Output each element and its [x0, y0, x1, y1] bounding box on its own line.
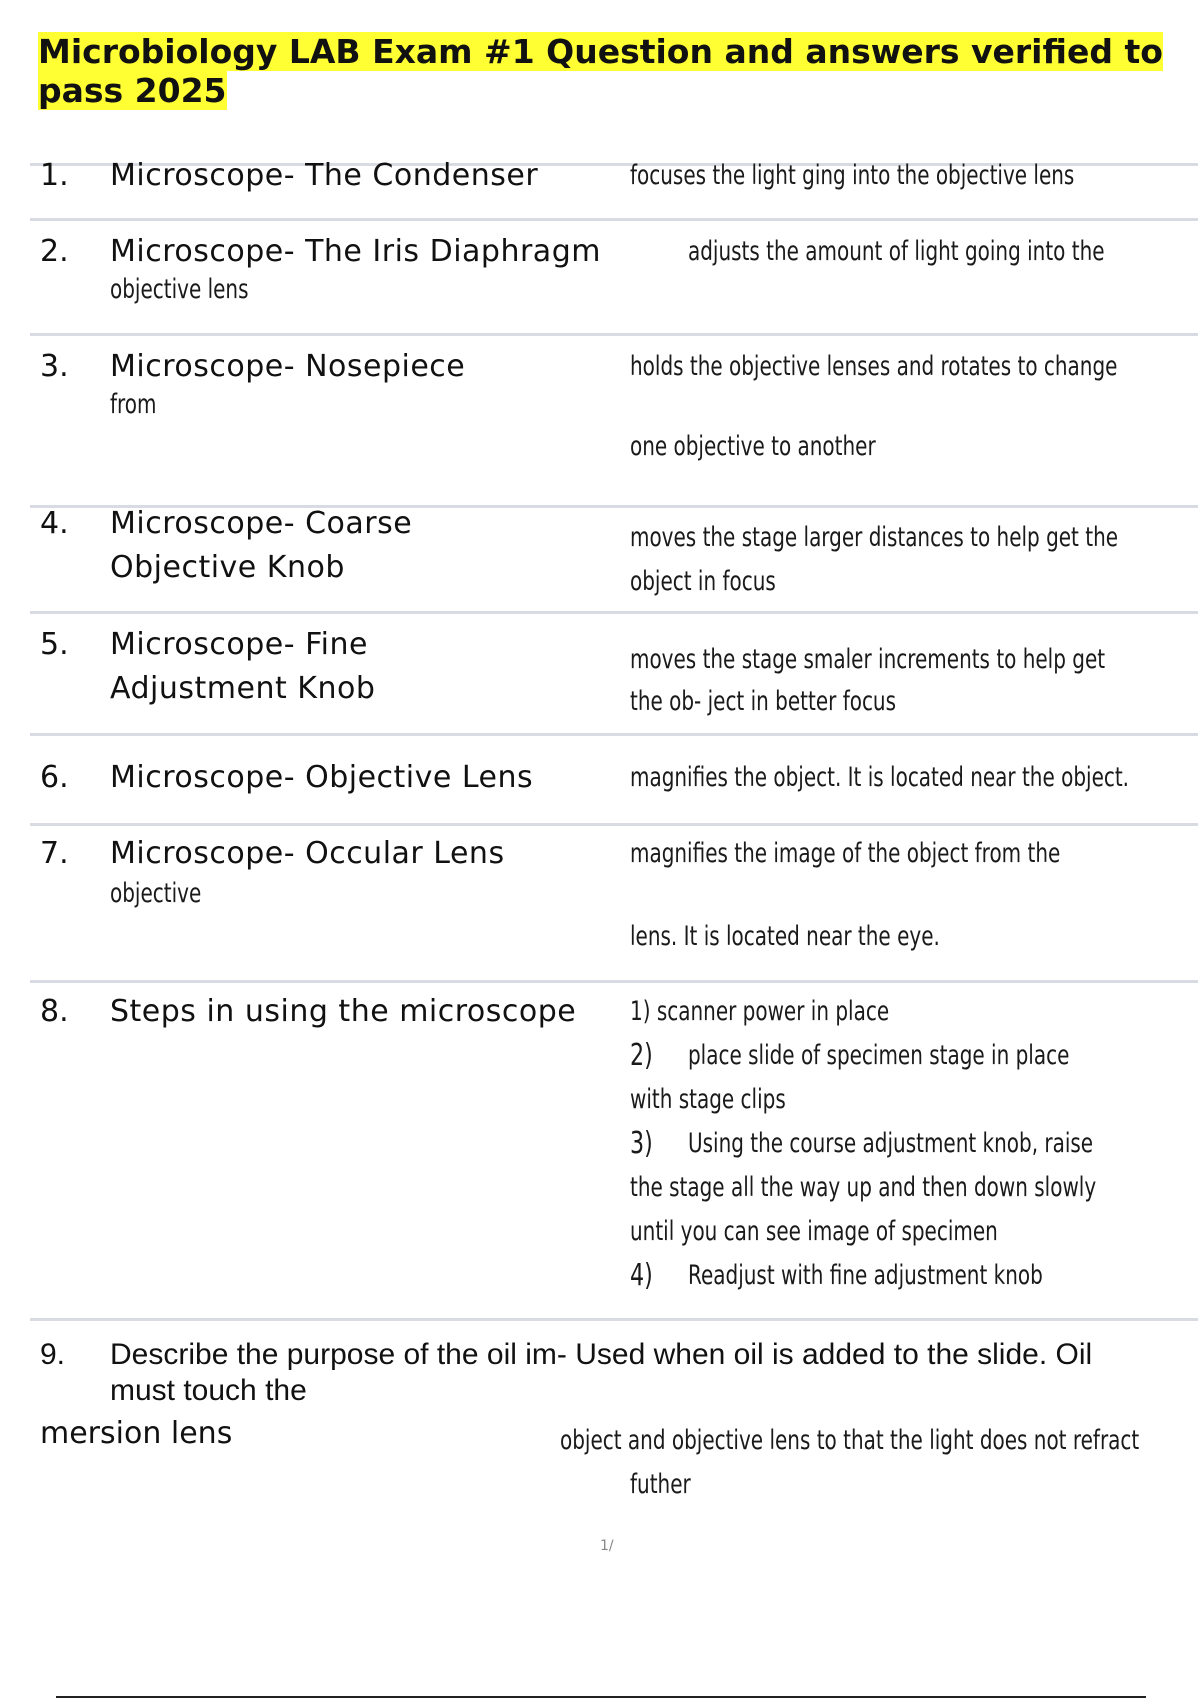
answer-text: object in focus: [630, 566, 776, 597]
item-number: 3.: [40, 349, 69, 384]
row-divider: [30, 333, 1198, 336]
answer-text: focuses the light ging into the objective lens: [630, 160, 1075, 191]
question-continuation: must touch the: [110, 1374, 307, 1407]
footer-line: [56, 1696, 1146, 1698]
item-number: 8.: [40, 994, 69, 1029]
question-continuation: from: [110, 389, 157, 420]
step-text: the stage all the way up and then down slowly: [630, 1172, 1097, 1203]
step-text: with stage clips: [630, 1084, 786, 1115]
question-continuation: objective lens: [110, 274, 249, 305]
row-divider: [30, 1318, 1198, 1321]
step-number: 3): [630, 1126, 653, 1161]
answer-text: lens. It is located near the eye.: [630, 921, 940, 952]
question-continuation: mersion lens: [40, 1416, 233, 1451]
answer-text: adjusts the amount of light going into the: [688, 236, 1105, 267]
item-number: 1.: [40, 158, 69, 193]
answer-text: magnifies the object. It is located near the object.: [630, 762, 1130, 793]
item-number: 2.: [40, 234, 69, 269]
step-text: 1) scanner power in place: [630, 996, 890, 1027]
row-divider: [30, 218, 1198, 221]
question-text: Microscope- The Condenser: [110, 158, 539, 193]
row-divider: [30, 733, 1198, 736]
answer-text: moves the stage larger distances to help get the: [630, 522, 1119, 553]
answer-text: object and objective lens to that the light does not refract: [560, 1425, 1140, 1456]
item-number: 7.: [40, 836, 69, 871]
step-number: 2): [630, 1038, 653, 1073]
answer-text: one objective to another: [630, 431, 876, 462]
question-text: Steps in using the microscope: [110, 994, 577, 1029]
step-number: 4): [630, 1258, 653, 1293]
item-number: 9.: [40, 1338, 66, 1371]
row-divider: [30, 611, 1198, 614]
question-text: Microscope- Fine: [110, 627, 368, 662]
answer-text: moves the stage smaler increments to help get: [630, 644, 1106, 675]
document-title: Microbiology LAB Exam #1 Question and answers verified to pass 2025: [38, 32, 1163, 110]
question-text: Describe the purpose of the oil im- Used when oil is added to the slide. Oil: [110, 1338, 1093, 1371]
step-text: Using the course adjustment knob, raise: [688, 1128, 1094, 1159]
question-text: Objective Knob: [110, 550, 345, 585]
answer-text: magnifies the image of the object from the: [630, 838, 1061, 869]
question-text: Microscope- The Iris Diaphragm: [110, 234, 601, 269]
answer-text: the ob- ject in better focus: [630, 686, 897, 717]
question-text: Adjustment Knob: [110, 671, 376, 706]
item-number: 5.: [40, 627, 69, 662]
question-text: Microscope- Nosepiece: [110, 349, 466, 384]
step-text: until you can see image of specimen: [630, 1216, 998, 1247]
question-continuation: objective: [110, 878, 202, 909]
answer-text: futher: [630, 1469, 691, 1500]
step-text: place slide of specimen stage in place: [688, 1040, 1070, 1071]
question-text: Microscope- Coarse: [110, 506, 413, 541]
item-number: 6.: [40, 760, 69, 795]
question-text: Microscope- Occular Lens: [110, 836, 505, 871]
row-divider: [30, 980, 1198, 983]
answer-text: holds the objective lenses and rotates to change: [630, 351, 1118, 382]
item-number: 4.: [40, 506, 69, 541]
row-divider: [30, 823, 1198, 826]
page-mark: 1/: [600, 1538, 614, 1554]
step-text: Readjust with fine adjustment knob: [688, 1260, 1043, 1291]
question-text: Microscope- Objective Lens: [110, 760, 534, 795]
